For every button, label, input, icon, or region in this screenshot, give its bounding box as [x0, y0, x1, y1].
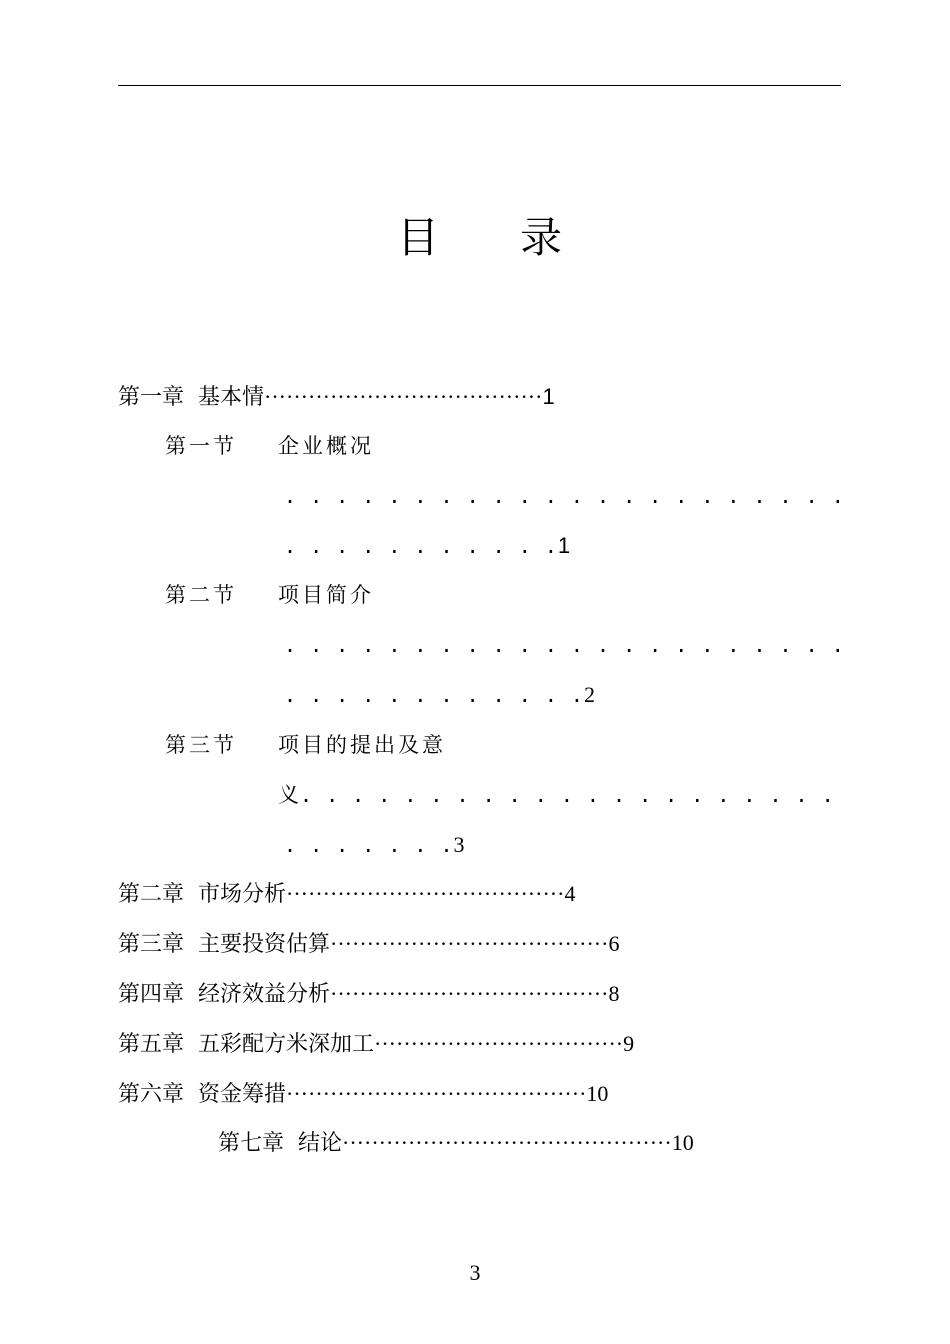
chapter-label: 第一章 — [118, 385, 185, 410]
leader-dots-s3-b — [284, 830, 466, 860]
page-ref: 3 — [453, 832, 466, 857]
toc-title — [0, 210, 950, 270]
toc-entry-ch2[interactable] — [118, 879, 575, 910]
chapter-label: 第六章 — [118, 1082, 185, 1107]
title-char-2: 录 — [520, 213, 563, 262]
chapter-label: 第四章 — [118, 982, 185, 1007]
leader-dots-s1-b — [284, 531, 571, 561]
leader-dots: ······································ — [330, 931, 609, 956]
toc-entry-s2[interactable]: 项目简介 — [278, 583, 374, 607]
chapter-label: 第三章 — [118, 932, 185, 957]
toc-entry-s3[interactable]: 项目的提出及意 — [278, 733, 446, 757]
leader-dots: . . . . . . . . . . . . — [284, 683, 584, 707]
header-rule — [118, 85, 841, 86]
page-ref: 2 — [583, 682, 596, 707]
leader-dots: . . . . . . . — [284, 833, 454, 857]
chapter-label: 第二章 — [118, 882, 185, 907]
page-ref: 6 — [608, 931, 620, 956]
page-ref: 1 — [557, 533, 572, 558]
leader-dots-s2-a: . . . . . . . . . . . . . . . . . . . . . . — [284, 633, 845, 657]
leader-dots-s3-a — [278, 780, 835, 810]
toc-entry-ch7[interactable] — [218, 1128, 694, 1159]
chapter-title: 市场分析 — [198, 882, 287, 907]
leader-dots: ·································· — [374, 1031, 624, 1056]
toc-entry-s3-label: 第三节 — [165, 733, 237, 757]
leader-dots: ········································· — [286, 1081, 587, 1106]
chapter-label: 第七章 — [218, 1131, 285, 1156]
page-number: 3 — [469, 1260, 481, 1285]
chapter-title: 经济效益分析 — [198, 982, 331, 1007]
page-ref: 10 — [671, 1130, 694, 1155]
chapter-label: 第五章 — [118, 1032, 185, 1057]
toc-entry-ch4[interactable] — [118, 979, 619, 1010]
toc-entry-s1[interactable]: 企业概况 — [278, 434, 374, 458]
page-ref: 9 — [623, 1031, 635, 1056]
chapter-title: 结论 — [298, 1131, 343, 1156]
leader-dots: ······································ — [330, 981, 609, 1006]
chapter-title: 主要投资估算 — [198, 932, 331, 957]
title-char-1: 目 — [397, 213, 440, 262]
toc-entry-ch1[interactable] — [118, 382, 555, 413]
leader-dots: ············································· — [342, 1130, 672, 1155]
leader-dots-s2-b — [284, 680, 596, 710]
page-ref: 1 — [542, 384, 555, 409]
title-continuation: 义 — [278, 783, 300, 807]
chapter-title: 基本情 — [198, 385, 265, 410]
toc-entry-ch5[interactable] — [118, 1029, 634, 1060]
leader-dots: ······································ — [264, 384, 543, 409]
chapter-title: 五彩配方米深加工 — [198, 1032, 375, 1057]
leader-dots-s1-a: . . . . . . . . . . . . . . . . . . . . . . — [284, 484, 845, 508]
toc-entry-ch6[interactable] — [118, 1079, 608, 1110]
leader-dots: ······································ — [286, 881, 565, 906]
chapter-title: 资金筹措 — [198, 1082, 287, 1107]
toc-entry-s1-label: 第一节 — [165, 434, 237, 458]
page-ref: 8 — [608, 981, 620, 1006]
leader-dots: . . . . . . . . . . . . . . . . . . . . . — [300, 783, 835, 807]
page-ref: 4 — [564, 881, 576, 906]
page-ref: 10 — [586, 1081, 609, 1106]
toc-entry-ch3[interactable] — [118, 929, 619, 960]
leader-dots: . . . . . . . . . . . — [284, 534, 558, 558]
toc-entry-s2-label: 第二节 — [165, 583, 237, 607]
